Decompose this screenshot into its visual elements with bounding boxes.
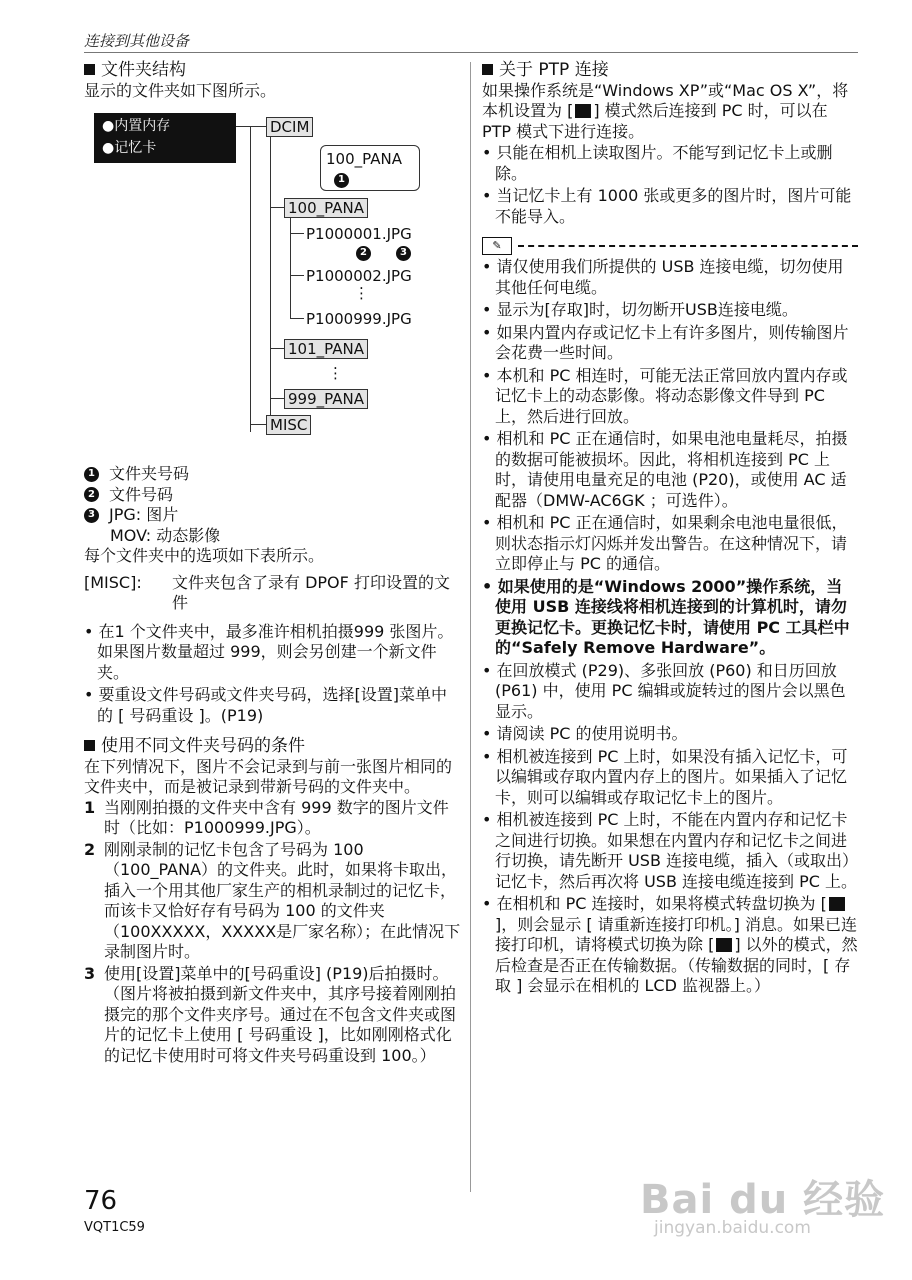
note-item: • 相机被连接到 PC 上时，不能在内置内存和记忆卡之间进行切换。如果想在内置内存和记忆卡之间进行切换，请先断开 USB 连接电缆，插入（或取出）记忆卡，然后再次将 USB 连接电缆连接到 PC 上。 — [482, 810, 859, 891]
note-item: • 请仅使用我们所提供的 USB 连接电缆，切勿使用其他任何电缆。 — [482, 257, 844, 297]
ellipsis-files: ⋮ — [354, 284, 369, 302]
file-2: P1000002.JPG — [306, 267, 412, 285]
dashed-rule — [518, 245, 858, 247]
file-3: P1000999.JPG — [306, 310, 412, 328]
legend-text: 文件夹号码 — [109, 464, 190, 483]
folder-100: 100_PANA — [284, 198, 368, 218]
bullet-item: • 当记忆卡上有 1000 张或更多的图片时，图片可能不能导入。 — [482, 186, 852, 226]
connector-line — [270, 137, 271, 429]
media-card-label: ●记忆卡 — [102, 140, 157, 156]
folder-structure-title: 文件夹结构 — [84, 60, 462, 81]
note-item: • 相机和 PC 正在通信时，如果电池电量耗尽，拍摄的数据可能被损坏。因此，将相机连接到 PC 上时，请使用电量充足的电池 (P20)，或使用 AC 适配器（DMW-AC6GK ；可选件）。 — [482, 429, 848, 510]
marker-2: 2 — [356, 246, 371, 261]
legend-mov: MOV: 动态影像 — [110, 525, 221, 545]
note-item: • 本机和 PC 相连时，可能无法正常回放内置内存或记忆卡上的动态影像。将动态影像文件导到 PC 上，然后进行回放。 — [482, 365, 848, 426]
legend-text: 文件号码 — [109, 484, 174, 504]
legend — [84, 464, 462, 546]
legend-item — [84, 485, 462, 506]
marker-1: 1 — [334, 173, 349, 188]
note-item: • 相机和 PC 正在通信时，如果剩余电池电量很低，则状态指示灯闪烁并发出警告。在这种情况下，请立即停止与 PC 的通信。 — [482, 513, 848, 573]
legend-item — [84, 505, 462, 526]
watermark-url: jingyan.baidu.com — [654, 1218, 811, 1238]
connector-line — [270, 398, 284, 399]
connector-line — [290, 318, 304, 319]
file-1: P1000001.JPG — [306, 225, 412, 243]
note-icon: ✎ — [482, 237, 512, 255]
ptp-title: 关于 PTP 连接 — [482, 60, 858, 81]
square-bullet-icon — [84, 64, 95, 75]
header-rule — [84, 52, 858, 53]
folder-999: 999_PANA — [284, 389, 368, 409]
folder-options: 每个文件夹中的选项如下表所示。 — [84, 546, 325, 565]
misc-key: [MISC]: — [84, 572, 142, 592]
memo-divider — [482, 237, 858, 255]
square-bullet-icon — [482, 64, 493, 75]
note-item: • 请阅读 PC 的使用说明书。 — [482, 724, 688, 743]
marker-3: 3 — [396, 246, 411, 261]
conditions-title: 使用不同文件夹号码的条件 — [84, 736, 462, 757]
legend-text: JPG: 图片 — [109, 505, 179, 524]
folder-misc: MISC — [266, 415, 311, 435]
callout-label: 100_PANA — [326, 150, 402, 168]
legend-marker: 1 — [84, 467, 99, 482]
doc-code: VQT1C59 — [84, 1220, 145, 1235]
printer-mode-icon — [575, 104, 591, 118]
legend-item — [84, 464, 462, 485]
folder-dcim: DCIM — [266, 117, 313, 137]
bold-note: • 如果使用的是“Windows 2000”操作系统，当使用 USB 连接线将相机连接到的计算机时，请勿更换记忆卡。更换记忆卡时，请使用 PC 工具栏中的“Safely Remove Hardware”。 — [482, 576, 850, 657]
connector-line — [270, 207, 284, 208]
running-header: 连接到其他设备 — [84, 32, 190, 50]
bullet-item: • 要重设文件号码或文件夹号码，选择[设置]菜单中的 [ 号码重设 ]。(P19) — [84, 685, 448, 725]
ellipsis-folders: ⋮ — [328, 364, 343, 382]
note-item: • 显示为[存取]时，切勿断开USB连接电缆。 — [482, 300, 798, 319]
misc-value: 文件夹包含了录有 DPOF 打印设置的文件 — [172, 572, 450, 612]
page-number: 76 — [84, 1186, 118, 1216]
note-item: • 在回放模式 (P29)、多张回放 (P60) 和日历回放 (P61) 中，使用 PC 编辑或旋转过的图片会以黑色显示。 — [482, 660, 846, 721]
conditions-list — [84, 798, 462, 1067]
folder-intro: 显示的文件夹如下图所示。 — [84, 80, 277, 100]
condition-item: 3 使用[设置]菜单中的[号码重设] (P19)后拍摄时。（图片将被拍摄到新文件夹中，其序号接着刚刚拍摄完的那个文件夹序号。通过在不包含文件夹或图片的记忆卡上使用 [ 号码重设 ]，比如刚刚格式化的记忆卡使用时可将文件夹号码重设到 100。） — [84, 963, 457, 1065]
misc-row — [84, 573, 462, 614]
condition-item: 1 当刚刚拍摄的文件夹中含有 999 数字的图片文件时（比如：P1000999.JPG）。 — [84, 797, 449, 837]
connector-line — [250, 126, 251, 432]
legend-marker: 3 — [84, 508, 99, 523]
ptp-intro: 如果操作系统是“Windows XP”或“Mac OS X”，将本机设置为 [ ] 模式然后连接到 PC 时，可以在 PTP 模式下进行连接。 — [482, 80, 849, 141]
legend-marker: 2 — [84, 487, 99, 502]
media-internal-label: ●内置内存 — [102, 118, 171, 134]
folder-101: 101_PANA — [284, 339, 368, 359]
connector-line — [290, 275, 304, 276]
conditions-intro: 在下列情况下，图片不会记录到与前一张图片相同的文件夹中，而是被记录到带新号码的文件夹中。 — [84, 756, 453, 796]
printer-mode-icon — [829, 897, 845, 911]
column-divider — [470, 62, 471, 1192]
connector-line — [250, 424, 266, 425]
bullet-item: • 在1 个文件夹中，最多准许相机拍摄999 张图片。如果图片数量超过 999，则会另创建一个新文件夹。 — [84, 621, 454, 682]
connector-line — [290, 233, 304, 234]
watermark-logo: Bai du 经验 — [640, 1177, 886, 1223]
bullet-item: • 只能在相机上读取图片。不能写到记忆卡上或删除。 — [482, 143, 833, 183]
note-item: • 在相机和 PC 连接时，如果将模式转盘切换为 []，则会显示 [ 请重新连接打印机。] 消息。如果已连接打印机，请将模式切换为除 [ ] 以外的模式，然后检查是否正在传输数据。（传输数据的同时，[ 存取 ] 会显示在相机的 LCD 监视器上。） — [482, 894, 858, 995]
condition-item: 2 刚刚录制的记忆卡包含了号码为 100（100_PANA）的文件夹。此时，如果将卡取出，插入一个用其他厂家生产的相机录制过的记忆卡，而该卡又恰好存有号码为 100 的文件夹（100XXXXX，XXXXX是厂家名称）；在此情况下录制图片时。 — [84, 839, 461, 961]
connector-line — [270, 348, 284, 349]
folder-diagram — [84, 111, 462, 456]
note-item: • 如果内置内存或记忆卡上有许多图片，则传输图片会花费一些时间。 — [482, 322, 849, 362]
left-column — [84, 60, 462, 1067]
connector-line — [236, 126, 266, 127]
printer-mode-icon — [716, 938, 732, 952]
right-column — [482, 60, 858, 999]
square-bullet-icon — [84, 740, 95, 751]
note-item: • 相机被连接到 PC 上时，如果没有插入记忆卡，可以编辑或存取内置内存上的图片。如果插入了记忆卡，则可以编辑或存取记忆卡上的图片。 — [482, 746, 848, 807]
